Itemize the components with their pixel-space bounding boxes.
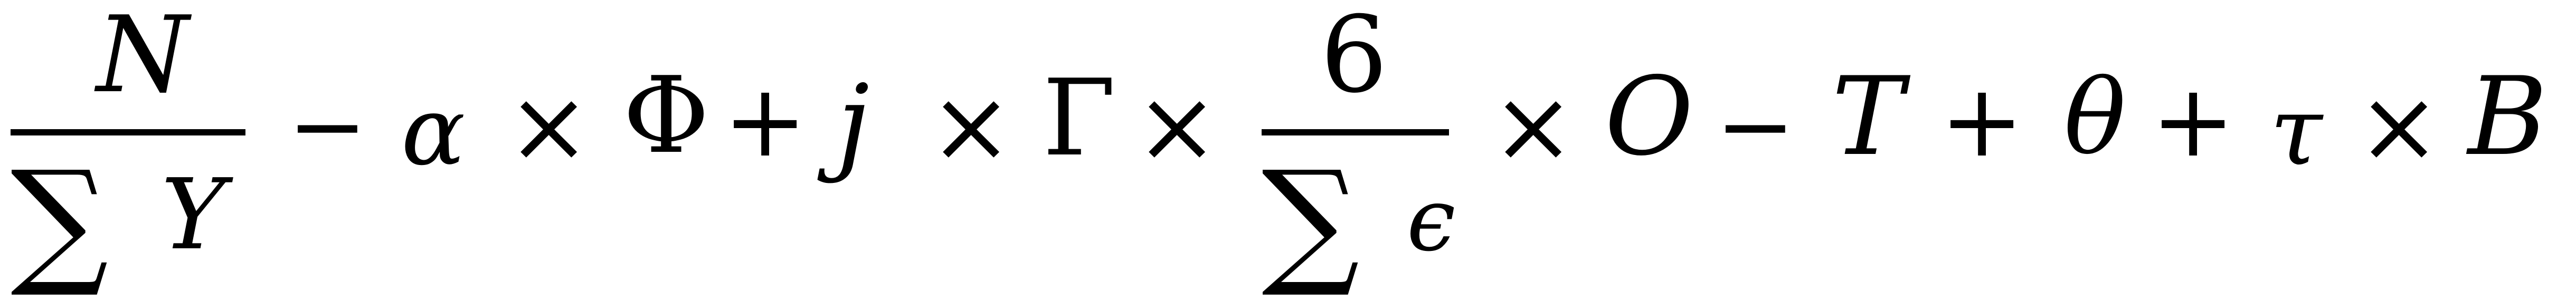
o-symbol: O [1605, 54, 1694, 180]
plus-operator: + [723, 63, 808, 179]
frac2-numerator: 6 [1320, 0, 1388, 116]
plus-operator: + [2151, 63, 2236, 179]
minus-operator: − [288, 71, 367, 181]
minus-operator: − [1716, 71, 1795, 181]
frac1-numerator: N [96, 0, 189, 116]
phi-symbol: Φ [623, 54, 709, 177]
times-operator: × [929, 68, 1014, 185]
theta-symbol: θ [2064, 57, 2126, 177]
alpha-symbol: α [401, 76, 466, 187]
frac1-sum-sign: ∑ [11, 142, 109, 301]
b-symbol: B [2468, 54, 2547, 180]
frac2-sum-sign: ∑ [1262, 142, 1360, 301]
times-operator: × [1135, 68, 1219, 185]
times-operator: × [1491, 68, 1576, 185]
frac1-bar [11, 129, 245, 135]
frac2-denominator-var: ϵ [1407, 169, 1456, 270]
tau-symbol: τ [2270, 76, 2323, 187]
times-operator: × [507, 68, 591, 185]
j-symbol: j [837, 62, 870, 185]
plus-operator: + [1940, 63, 2024, 179]
times-operator: × [2357, 68, 2441, 185]
t-symbol: T [1832, 54, 1904, 180]
gamma-symbol: Γ [1043, 57, 1116, 180]
frac2-bar [1262, 129, 1449, 135]
frac1-denominator-var: Y [161, 158, 226, 271]
